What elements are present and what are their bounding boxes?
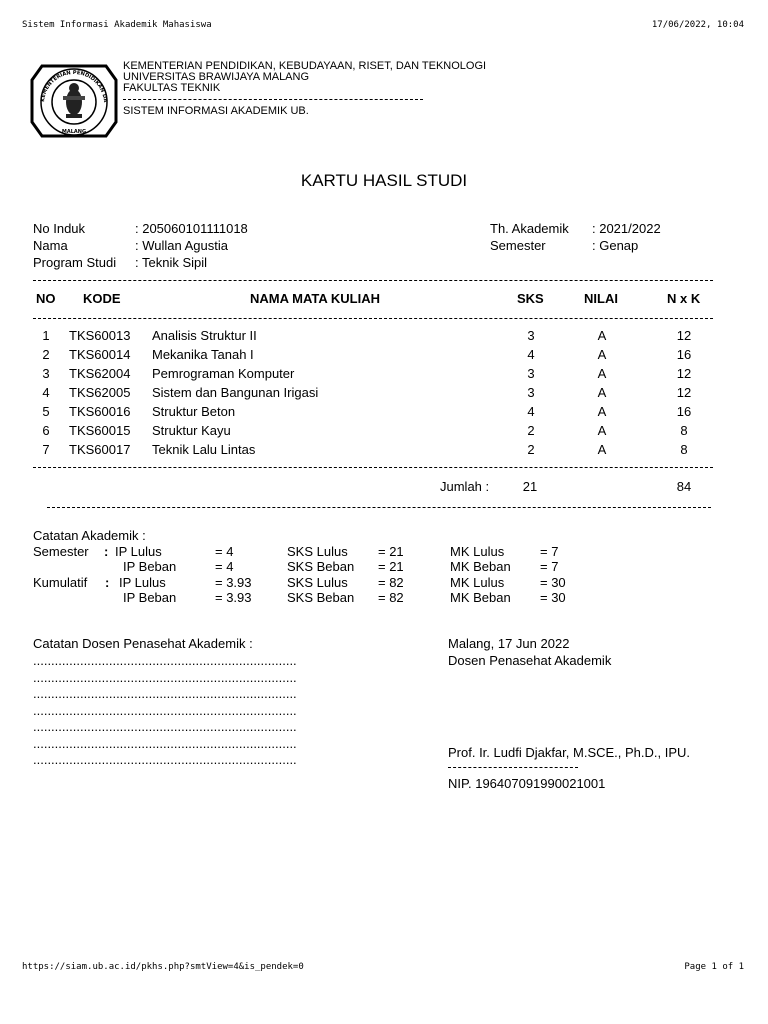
table-row [0, 404, 768, 423]
catatan-sks-lulus-sem: SKS Lulus [287, 544, 348, 559]
table-header [0, 291, 768, 310]
catatan-ip-lulus-kum: IP Lulus [119, 575, 166, 590]
header-sks: SKS [517, 291, 544, 306]
table-row [0, 423, 768, 442]
cell-nama: Mekanika Tanah I [152, 347, 254, 362]
cell-nama: Struktur Beton [152, 404, 236, 419]
table-header-divider [33, 318, 713, 319]
cell-nxk: 12 [676, 366, 692, 381]
table-row [0, 385, 768, 404]
cell-kode: TKS62004 [69, 366, 131, 381]
cell-no: 1 [42, 328, 50, 343]
institution-divider [123, 99, 423, 100]
table-bottom-divider [33, 467, 713, 468]
page-title: KARTU HASIL STUDI [300, 171, 468, 190]
university-logo [30, 60, 118, 142]
cell-no: 7 [42, 442, 50, 457]
table-row [0, 442, 768, 461]
catatan-sks-beban-kum-value: = 82 [378, 590, 404, 605]
jumlah-label: Jumlah : [440, 479, 490, 494]
catatan-akademik-title: Catatan Akademik : [33, 528, 146, 543]
catatan-mk-lulus-kum: MK Lulus [450, 575, 505, 590]
cell-nxk: 12 [676, 385, 692, 400]
catatan-sks-lulus-sem-value: = 21 [378, 544, 404, 559]
catatan-ip-beban-sem: IP Beban [123, 559, 177, 574]
dotted-line: ......................................................................... [33, 719, 297, 734]
cell-sks: 3 [527, 328, 535, 343]
table-row [0, 328, 768, 347]
catatan-ip-beban-kum-value: = 3.93 [215, 590, 252, 605]
signature-divider [448, 767, 578, 768]
cell-sks: 2 [527, 423, 535, 438]
catatan-ip-lulus-sem: IP Lulus [115, 544, 162, 559]
print-header-title: Sistem Informasi Akademik Mahasiswa [22, 20, 212, 30]
catatan-mk-beban-kum: MK Beban [450, 590, 511, 605]
nama-value: : Wullan Agustia [135, 238, 228, 253]
table-total-row [0, 479, 768, 498]
print-header-datetime: 17/06/2022, 10:04 [651, 20, 744, 30]
institution-system: SISTEM INFORMASI AKADEMIK UB. [123, 105, 309, 117]
catatan-ip-lulus-kum-value: = 3.93 [215, 575, 252, 590]
cell-nilai: A [597, 442, 607, 457]
dotted-line: ......................................................................... [33, 702, 297, 718]
prodi-label: Program Studi [33, 255, 117, 270]
table-top-divider [33, 280, 713, 281]
semester-group-label: Semester [33, 544, 89, 559]
catatan-ip-beban-kum: IP Beban [123, 590, 177, 605]
cell-kode: TKS60014 [69, 347, 131, 362]
cell-no: 4 [42, 385, 50, 400]
signature-role: Dosen Penasehat Akademik [448, 653, 612, 668]
catatan-mk-beban-kum-value: = 30 [540, 590, 566, 605]
no-induk-value: : 205060101111018 [135, 221, 248, 236]
total-bottom-divider [47, 507, 711, 508]
catatan-mk-beban-sem-value: = 7 [540, 559, 559, 574]
cell-nilai: A [597, 423, 607, 438]
cell-nilai: A [597, 347, 607, 362]
catatan-sks-lulus-kum-value: = 82 [378, 575, 404, 590]
cell-no: 2 [42, 347, 50, 362]
cell-nama: Analisis Struktur II [152, 328, 257, 343]
table-row [0, 366, 768, 385]
cell-sks: 2 [527, 442, 535, 457]
header-kode: KODE [83, 291, 121, 306]
footer-page: Page 1 of 1 [684, 962, 744, 972]
jumlah-nxk: 84 [676, 479, 692, 494]
cell-no: 5 [42, 404, 50, 419]
nama-label: Nama [33, 238, 68, 253]
prodi-value: : Teknik Sipil [135, 255, 208, 270]
cell-sks: 4 [527, 404, 535, 419]
cell-kode: TKS60013 [69, 328, 131, 343]
cell-nxk: 16 [676, 347, 692, 362]
catatan-dosen-title: Catatan Dosen Penasehat Akademik : [33, 636, 253, 651]
cell-nama: Pemrograman Komputer [152, 366, 295, 381]
dotted-line: ......................................................................... [33, 686, 297, 701]
institution-faculty: FAKULTAS TEKNIK [123, 82, 221, 94]
cell-kode: TKS60015 [69, 423, 131, 438]
cell-nama: Struktur Kayu [152, 423, 231, 438]
semester-label: Semester [490, 238, 546, 253]
th-akademik-value: : 2021/2022 [592, 221, 661, 236]
cell-sks: 4 [527, 347, 535, 362]
catatan-sks-beban-sem: SKS Beban [287, 559, 355, 574]
catatan-ip-lulus-sem-value: = 4 [215, 544, 234, 559]
jumlah-sks: 21 [522, 479, 538, 494]
logo-bottom-text: MALANG [61, 129, 87, 135]
cell-kode: TKS60017 [69, 442, 131, 457]
cell-nilai: A [597, 385, 607, 400]
institution-university: UNIVERSITAS BRAWIJAYA MALANG [123, 71, 310, 83]
cell-sks: 3 [527, 366, 535, 381]
cell-nxk: 16 [676, 404, 692, 419]
cell-nxk: 8 [680, 442, 688, 457]
th-akademik-label: Th. Akademik [490, 221, 569, 236]
signature-name: Prof. Ir. Ludfi Djakfar, M.SCE., Ph.D., IPU. [448, 745, 691, 760]
institution-ministry: KEMENTERIAN PENDIDIKAN, KEBUDAYAAN, RISET, DAN TEKNOLOGI [123, 60, 487, 72]
catatan-mk-lulus-kum-value: = 30 [540, 575, 566, 590]
signature-nip: NIP. 196407091990021001 [448, 776, 606, 791]
semester-group-colon: : [104, 544, 109, 559]
header-no: NO [36, 291, 56, 306]
catatan-ip-beban-sem-value: = 4 [215, 559, 234, 574]
cell-nilai: A [597, 404, 607, 419]
table-row [0, 347, 768, 366]
catatan-mk-lulus-sem: MK Lulus [450, 544, 505, 559]
cell-nxk: 12 [676, 328, 692, 343]
catatan-mk-beban-sem: MK Beban [450, 559, 511, 574]
cell-no: 6 [42, 423, 50, 438]
catatan-sks-beban-kum: SKS Beban [287, 590, 355, 605]
cell-kode: TKS62005 [69, 385, 131, 400]
no-induk-label: No Induk [33, 221, 86, 236]
catatan-sks-beban-sem-value: = 21 [378, 559, 404, 574]
cell-nama: Teknik Lalu Lintas [152, 442, 256, 457]
header-nama: NAMA MATA KULIAH [250, 291, 380, 306]
logo-ring-text: KEMENTERIAN PENDIDIKAN DA [40, 69, 109, 103]
cell-no: 3 [42, 366, 50, 381]
kumulatif-group-label: Kumulatif [33, 575, 88, 590]
semester-value: : Genap [592, 238, 639, 253]
cell-nxk: 8 [680, 423, 688, 438]
kumulatif-group-colon: : [105, 575, 110, 590]
cell-kode: TKS60016 [69, 404, 131, 419]
header-nxk: N x K [667, 291, 701, 306]
dotted-line: ......................................................................... [33, 752, 297, 767]
dotted-line: ......................................................................... [33, 653, 297, 668]
catatan-mk-lulus-sem-value: = 7 [540, 544, 559, 559]
footer-url: https://siam.ub.ac.id/pkhs.php?smtView=4&is_pendek=0 [22, 962, 304, 972]
cell-nilai: A [597, 328, 607, 343]
cell-sks: 3 [527, 385, 535, 400]
header-nilai: NILAI [584, 291, 618, 306]
catatan-sks-lulus-kum: SKS Lulus [287, 575, 348, 590]
cell-nilai: A [597, 366, 607, 381]
cell-nama: Sistem dan Bangunan Irigasi [152, 385, 319, 400]
signature-place-date: Malang, 17 Jun 2022 [448, 636, 570, 651]
dotted-line: ......................................................................... [33, 735, 297, 751]
dotted-line: ......................................................................... [33, 669, 297, 685]
